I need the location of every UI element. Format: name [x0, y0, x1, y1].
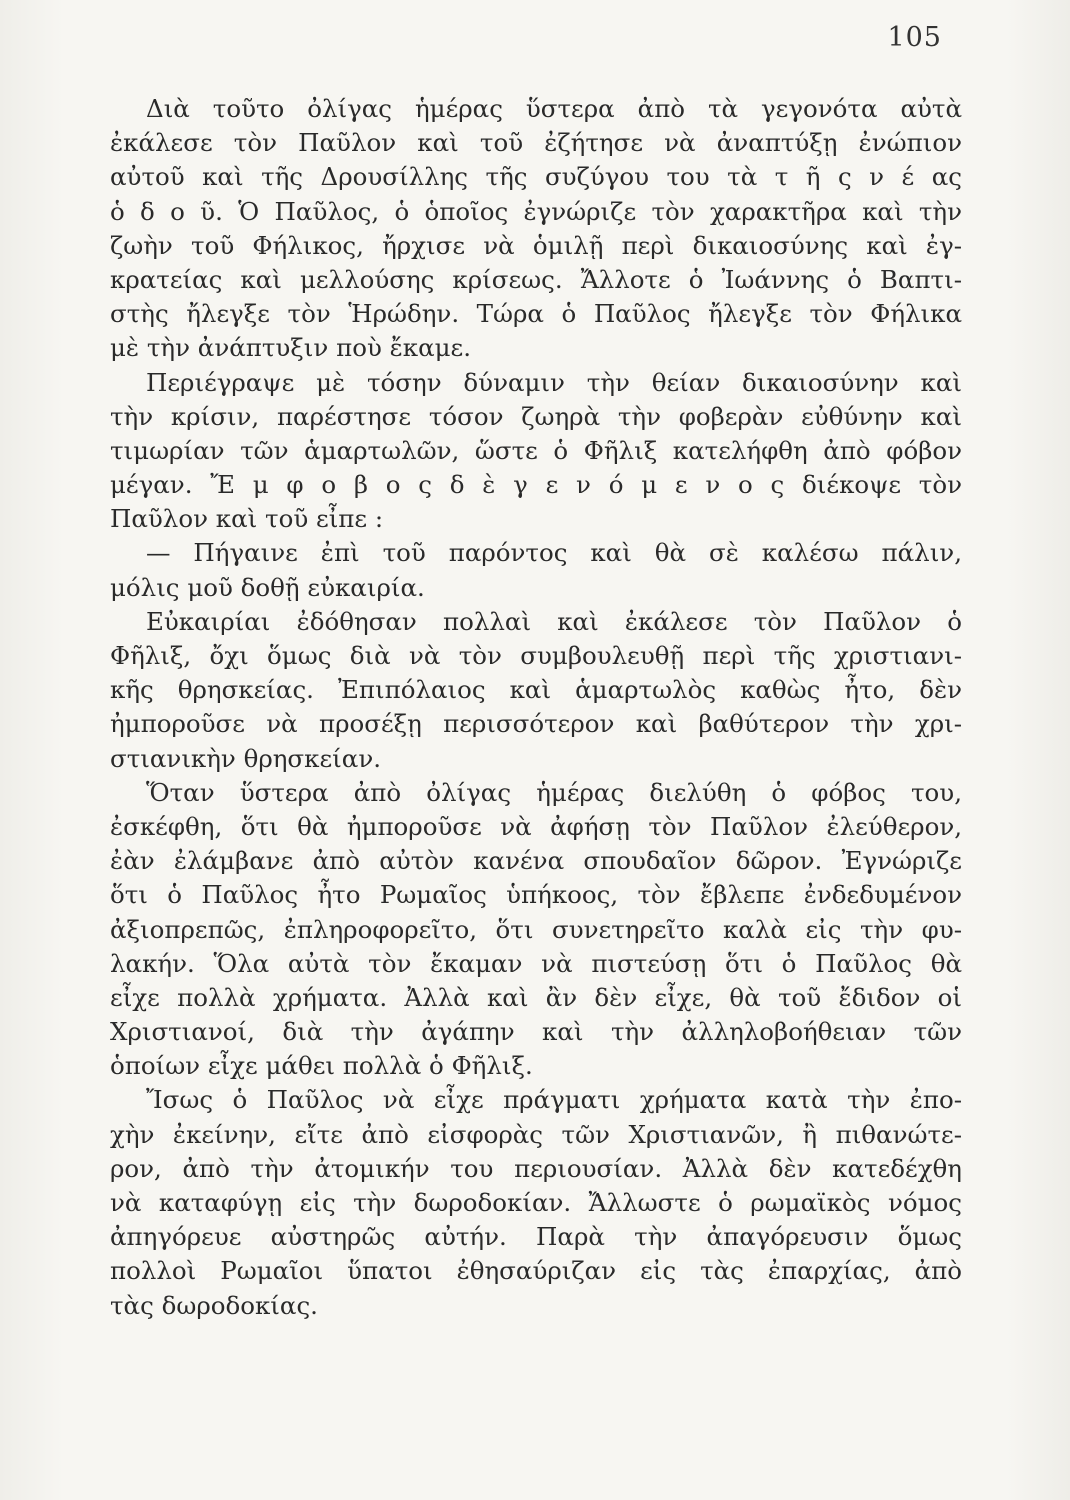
- text-line: χὴν ἐκείνην, εἴτε ἀπὸ εἰσφορὰς τῶν Χριστιανῶν, ἢ πιθανώτε-: [110, 1119, 962, 1149]
- text-line: λακήν. Ὅλα αὐτὰ τὸν ἔκαμαν νὰ πιστεύσῃ ὅτι ὁ Παῦλος θὰ: [110, 948, 962, 978]
- text-line: εἶχε πολλὰ χρήματα. Ἀλλὰ καὶ ἂν δὲν εἶχε, θὰ τοῦ ἔδιδον οἱ: [110, 982, 962, 1012]
- text-line: ζωὴν τοῦ Φήλικος, ἤρχισε νὰ ὁμιλῇ περὶ δικαιοσύνης καὶ ἐγ-: [110, 230, 962, 260]
- text-line: Περιέγραψε μὲ τόσην δύναμιν τὴν θείαν δικαιοσύνην καὶ: [146, 367, 962, 397]
- text-line: τιμωρίαν τῶν ἁμαρτωλῶν, ὥστε ὁ Φῆλιξ κατελήφθη ἀπὸ φόβον: [110, 435, 962, 465]
- body-text: [110, 92, 962, 1323]
- page-number: 105: [887, 22, 942, 53]
- text-line: Ἴσως ὁ Παῦλος νὰ εἶχε πράγματι χρήματα κατὰ τὴν ἐπο-: [146, 1085, 962, 1115]
- text-line: ὅτι ὁ Παῦλος ἦτο Ρωμαῖος ὑπήκοος, τὸν ἔβλεπε ἐνδεδυμένον: [110, 880, 962, 910]
- text-line: κῆς θρησκείας. Ἐπιπόλαιος καὶ ἁμαρτωλὸς καθὼς ἦτο, δὲν: [110, 675, 962, 705]
- text-line: μὲ τὴν ἀνάπτυξιν ποὺ ἔκαμε.: [110, 333, 472, 363]
- text-line: Φῆλιξ, ὄχι ὅμως διὰ νὰ τὸν συμβουλευθῇ περὶ τῆς χριστιανι-: [110, 641, 962, 670]
- text-line: ἀπηγόρευε αὐστηρῶς αὐτήν. Παρὰ τὴν ἀπαγόρευσιν ὅμως: [110, 1222, 962, 1252]
- text-line: στὴς ἤλεγξε τὸν Ἡρώδην. Τώρα ὁ Παῦλος ἤλεγξε τὸν Φήλικα: [110, 299, 962, 329]
- text-line: νὰ καταφύγῃ εἰς τὴν δωροδοκίαν. Ἄλλωστε ὁ ρωμαϊκὸς νόμος: [110, 1188, 962, 1217]
- text-line: ἠμποροῦσε νὰ προσέξῃ περισσότερον καὶ βαθύτερον τὴν χρι-: [110, 709, 962, 739]
- text-line: ὁ δ ο ῦ. Ὁ Παῦλος, ὁ ὁποῖος ἐγνώριζε τὸν χαρακτῆρα καὶ τὴν: [110, 196, 962, 226]
- text-line: μόλις μοῦ δοθῇ εὐκαιρία.: [110, 572, 425, 602]
- text-line: Διὰ τοῦτο ὀλίγας ἡμέρας ὕστερα ἀπὸ τὰ γεγονότα αὐτὰ: [146, 94, 962, 123]
- text-line: πολλοὶ Ρωμαῖοι ὕπατοι ἐθησαύριζαν εἰς τὰς ἐπαρχίας, ἀπὸ: [110, 1256, 962, 1286]
- text-line: ἐσκέφθη, ὅτι θὰ ἠμποροῦσε νὰ ἀφήσῃ τὸν Παῦλον ἐλεύθερον,: [110, 811, 962, 841]
- text-line: Εὐκαιρίαι ἐδόθησαν πολλαὶ καὶ ἐκάλεσε τὸν Παῦλον ὁ: [146, 606, 962, 636]
- text-line: Ὅταν ὕστερα ἀπὸ ὀλίγας ἡμέρας διελύθη ὁ φόβος του,: [146, 777, 962, 807]
- text-line: κρατείας καὶ μελλούσης κρίσεως. Ἄλλοτε ὁ Ἰωάννης ὁ Βαπτι-: [110, 264, 962, 294]
- text-line: — Πήγαινε ἐπὶ τοῦ παρόντος καὶ θὰ σὲ καλέσω πάλιν,: [146, 538, 962, 568]
- text-line: ἐκάλεσε τὸν Παῦλον καὶ τοῦ ἐζήτησε νὰ ἀναπτύξῃ ἐνώπιον: [110, 128, 962, 158]
- text-line: μέγαν. Ἔ μ φ ο β ο ς δ ὲ γ ε ν ό μ ε ν ο ς διέκοψε τὸν: [110, 470, 962, 500]
- text-line: τὰς δωροδοκίας.: [110, 1290, 318, 1320]
- text-line: ἀξιοπρεπῶς, ἐπληροφορεῖτο, ὅτι συνετηρεῖτο καλὰ εἰς τὴν φυ-: [110, 914, 962, 944]
- text-line: στιανικὴν θρησκείαν.: [110, 743, 381, 773]
- text-line: αὐτοῦ καὶ τῆς Δρουσίλλης τῆς συζύγου του τὰ τ ῆ ς ν έ ας: [110, 162, 962, 192]
- text-line: Παῦλον καὶ τοῦ εἶπε :: [110, 504, 384, 534]
- text-line: Χριστιανοί, διὰ τὴν ἀγάπην καὶ τὴν ἀλληλοβοήθειαν τῶν: [110, 1017, 962, 1047]
- text-line: τὴν κρίσιν, παρέστησε τόσον ζωηρὰ τὴν φοβερὰν εὐθύνην καὶ: [110, 401, 962, 431]
- text-line: ὁποίων εἶχε μάθει πολλὰ ὁ Φῆλιξ.: [110, 1051, 533, 1081]
- text-line: ἐὰν ἐλάμβανε ἀπὸ αὐτὸν κανένα σπουδαῖον δῶρον. Ἐγνώριζε: [110, 846, 962, 876]
- text-line: ρον, ἀπὸ τὴν ἀτομικήν του περιουσίαν. Ἀλλὰ δὲν κατεδέχθη: [110, 1153, 962, 1183]
